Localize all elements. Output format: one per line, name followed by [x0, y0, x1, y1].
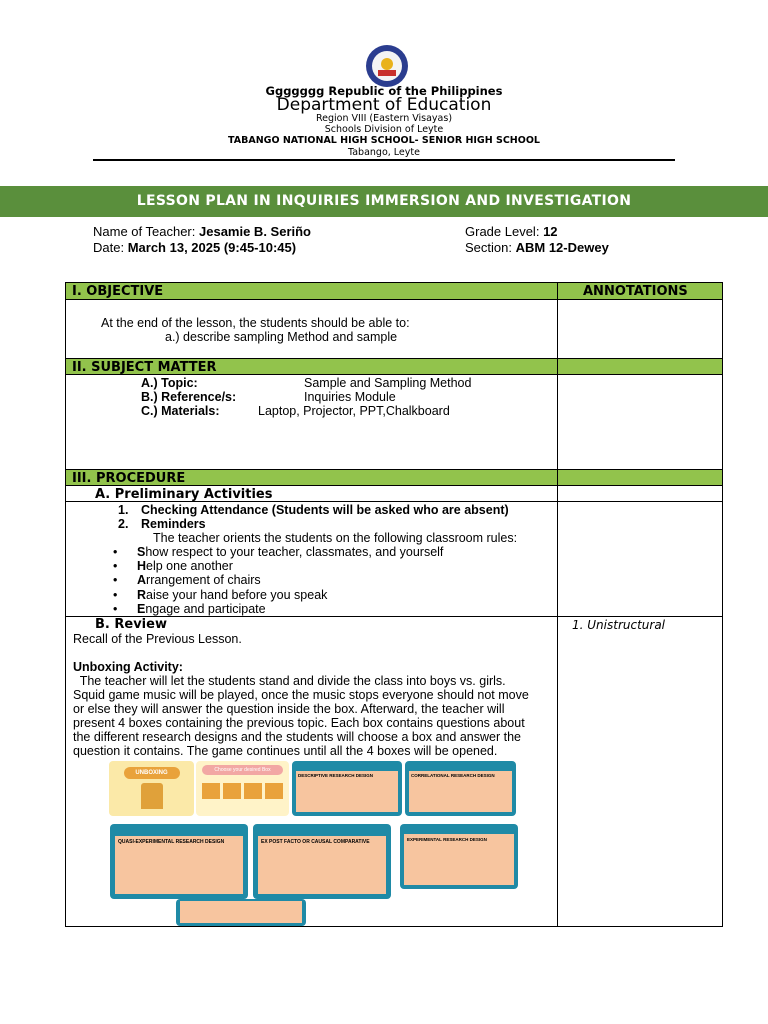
topic-label: A.) Topic: [141, 376, 198, 390]
republic-line: Ggggggg Republic of the Philippines [265, 84, 503, 98]
slide-choose-box: Choose your desired Box [196, 761, 289, 816]
reminders-item: Reminders [141, 517, 206, 531]
region-line: Region VIII (Eastern Visayas) [315, 113, 453, 124]
grade-label: Grade Level: [465, 224, 540, 239]
section-value: ABM 12-Dewey [515, 240, 609, 255]
school-line: TABANGO NATIONAL HIGH SCHOOL- SENIOR HIGH SCHOOL [228, 135, 540, 146]
item2-number: 2. [118, 517, 129, 531]
division-line: Schools Division of Leyte [324, 124, 444, 135]
slide-unboxing: UNBOXING [109, 761, 194, 816]
section-info [465, 240, 609, 255]
objective-item: a.) describe sampling Method and sample [165, 330, 398, 344]
reference-value: Inquiries Module [304, 390, 396, 404]
annotations-heading: ANNOTATIONS [583, 284, 688, 299]
recall-text: Recall of the Previous Lesson. [73, 632, 242, 646]
date-info [93, 240, 296, 255]
materials-value: Laptop, Projector, PPT,Chalkboard [258, 404, 450, 418]
slide-ex-post-facto: EX POST FACTO OR CAUSAL COMPARATIVE [253, 824, 391, 899]
objective-intro: At the end of the lesson, the students should be able to: [101, 316, 410, 330]
unboxing-line: or else they will answer the question inside the box. Afterward, the teacher will [73, 702, 505, 716]
teacher-info [93, 224, 311, 239]
unboxing-line: present 4 boxes containing the previous topic. Each box contains questions about [73, 716, 525, 730]
unboxing-line: question it contains. The game continues until all the 4 boxes will be opened. [73, 744, 498, 758]
annotation-unistructural: 1. Unistructural [572, 618, 666, 632]
slide-correlational: CORRELATIONAL RESEARCH DESIGN [405, 761, 516, 816]
procedure-heading: III. PROCEDURE [72, 471, 186, 486]
reference-label: B.) Reference/s: [141, 390, 237, 404]
grade-value: 12 [543, 224, 558, 239]
slide-quasi-experimental: QUASI-EXPERIMENTAL RESEARCH DESIGN [110, 824, 248, 899]
teacher-name: Jesamie B. Seriño [199, 224, 311, 239]
slide-experimental: EXPERIMENTAL RESEARCH DESIGN [400, 824, 518, 889]
grade-info [465, 224, 558, 239]
attendance-item: Checking Attendance (Students will be asked who are absent) [141, 503, 509, 517]
deped-seal-icon [365, 44, 409, 88]
unboxing-line: The teacher will let the students stand and divide the class into boys vs. girls. [73, 674, 506, 688]
item1-number: 1. [118, 503, 129, 517]
department-title: Department of Education [276, 95, 492, 115]
objective-heading: I. OBJECTIVE [72, 284, 164, 299]
slide-partial [176, 899, 306, 926]
unboxing-line: the different research designs and the students will choose a box and answer the [73, 730, 521, 744]
lesson-plan-title: LESSON PLAN IN INQUIRIES IMMERSION AND INVESTIGATION [0, 186, 768, 217]
header-divider [93, 159, 675, 161]
date-value: March 13, 2025 (9:45-10:45) [127, 240, 297, 255]
preliminary-heading: A. Preliminary Activities [95, 487, 273, 502]
annotations-divider [557, 282, 558, 927]
slide-descriptive: DESCRIPTIVE RESEARCH DESIGN [292, 761, 402, 816]
review-heading: B. Review [95, 617, 167, 632]
unboxing-line: Squid game music will be played, once the music stops everyone should not move [73, 688, 529, 702]
subject-heading: II. SUBJECT MATTER [72, 360, 217, 375]
topic-value: Sample and Sampling Method [304, 376, 472, 390]
teacher-label: Name of Teacher: [93, 224, 196, 239]
date-label: Date: [93, 240, 125, 255]
materials-label: C.) Materials: [141, 404, 220, 418]
unboxing-title: Unboxing Activity: [73, 660, 183, 674]
section-label: Section: [465, 240, 512, 255]
rules-intro: The teacher orients the students on the following classroom rules: [153, 531, 518, 545]
town-line: Tabango, Leyte [348, 147, 420, 158]
